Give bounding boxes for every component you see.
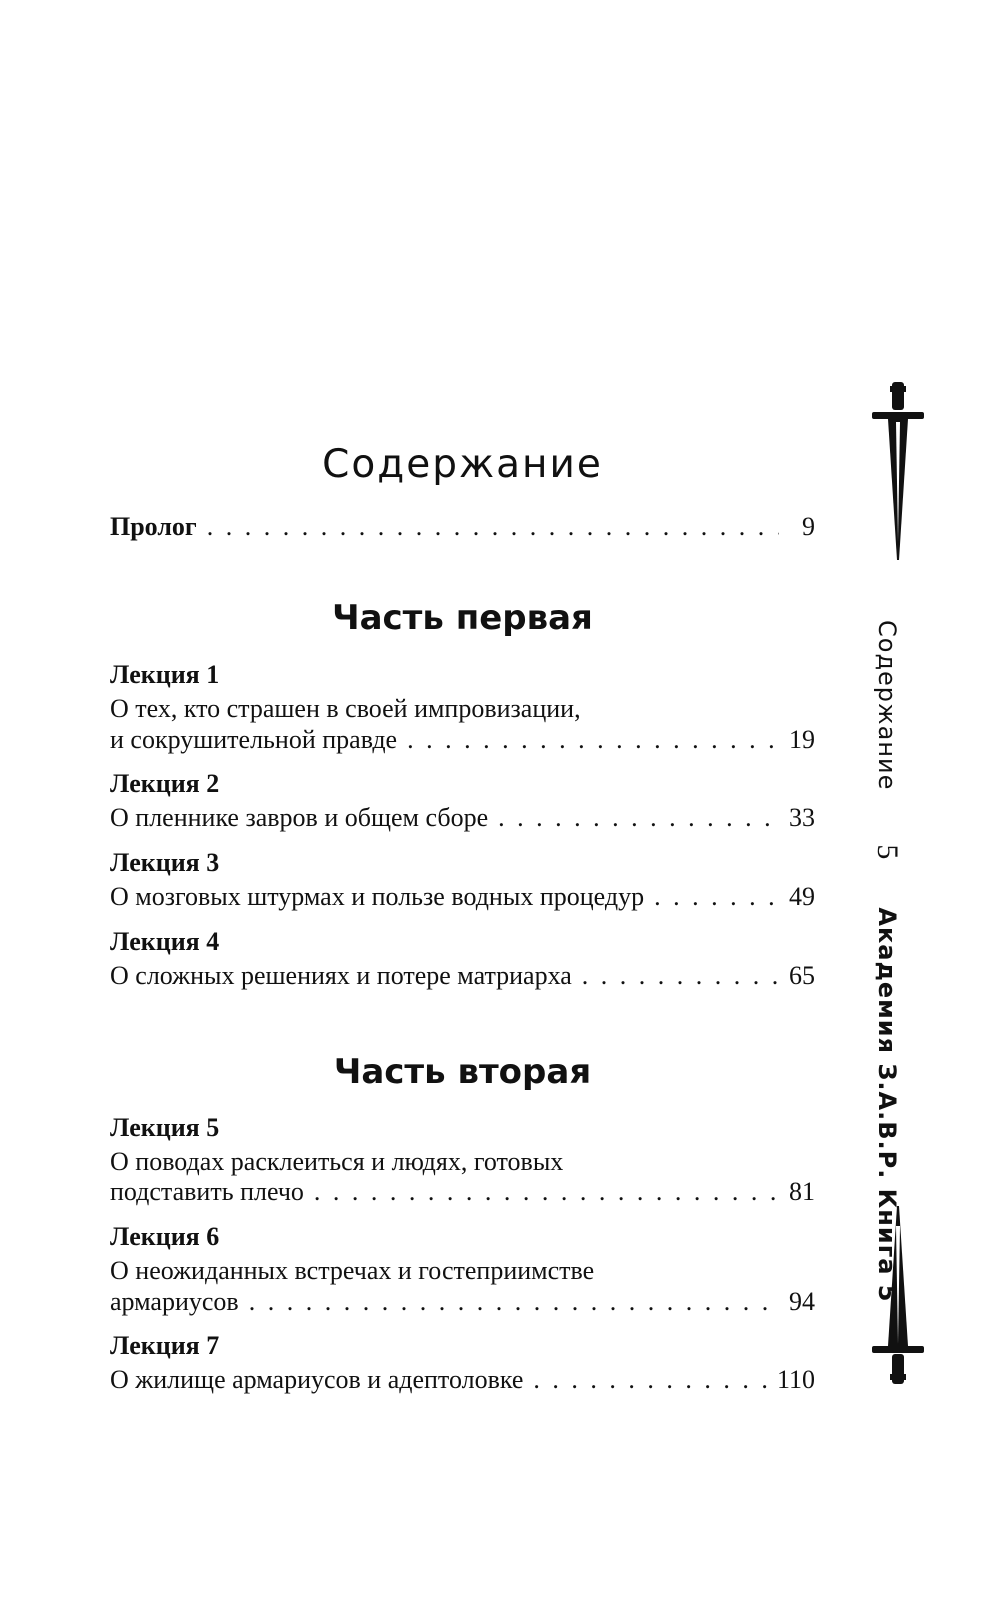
page-number: 81 [789,1177,815,1206]
lecture-title: и сокрушительной правде [110,725,398,754]
page-number: 33 [789,803,815,832]
leader-dots [314,1175,779,1209]
leader-dots [533,1363,767,1397]
lecture-title: О неожиданных встречах и гостеприимстве [110,1256,595,1285]
toc-entry[interactable] [110,801,815,835]
toc-entry-label: Пролог [110,512,197,541]
toc-entry[interactable] [110,880,815,914]
lecture-label: Лекция 5 [110,1113,220,1142]
lecture-label: Лекция 4 [110,927,220,956]
lecture-title: подставить плечо [110,1177,304,1206]
leader-dots [407,723,779,757]
lecture-label: Лекция 2 [110,769,220,798]
lecture-title: О мозговых штурмах и пользе водных процедур [110,882,645,911]
lecture-title: О жилище армариусов и адептоловке [110,1365,524,1394]
toc-entry[interactable] [110,1363,815,1397]
lecture-label: Лекция 3 [110,848,220,877]
toc-entry[interactable] [110,1175,815,1209]
page-number: 49 [789,882,815,911]
lecture-label: Лекция 1 [110,660,220,689]
lecture-label: Лекция 7 [110,1331,220,1360]
lecture-title: армариусов [110,1287,239,1316]
running-header-book: Академия З.А.В.Р. Книга 5 [873,907,901,1303]
part-heading: Часть вторая [333,1052,592,1092]
page-number: 19 [789,725,815,754]
toc-entry-prologue[interactable] [110,510,815,544]
toc-entry[interactable] [110,723,815,757]
lecture-title: О тех, кто страшен в своей импровизации, [110,694,581,723]
dagger-icon [868,382,928,562]
lecture-title: О сложных решениях и потере матриарха [110,961,572,990]
toc-entry[interactable] [110,1285,815,1319]
leader-dots [498,801,779,835]
lecture-label: Лекция 6 [110,1222,220,1251]
lecture-title: О пленнике завров и общем сборе [110,803,489,832]
page-number-marker: 5 [871,844,904,860]
page-title: Содержание [322,442,603,488]
page-number: 94 [789,1287,815,1316]
page-number: 9 [802,512,815,541]
page-number: 110 [776,1365,815,1394]
part-heading: Часть первая [332,598,593,638]
leader-dots [582,959,779,993]
toc-entry[interactable] [110,959,815,993]
leader-dots [654,880,779,914]
running-header-section: Содержание [873,620,901,791]
leader-dots [207,510,779,544]
running-header [870,620,904,1302]
lecture-title: О поводах расклеиться и людях, готовых [110,1147,564,1176]
leader-dots [249,1285,779,1319]
page-number: 65 [789,961,815,990]
